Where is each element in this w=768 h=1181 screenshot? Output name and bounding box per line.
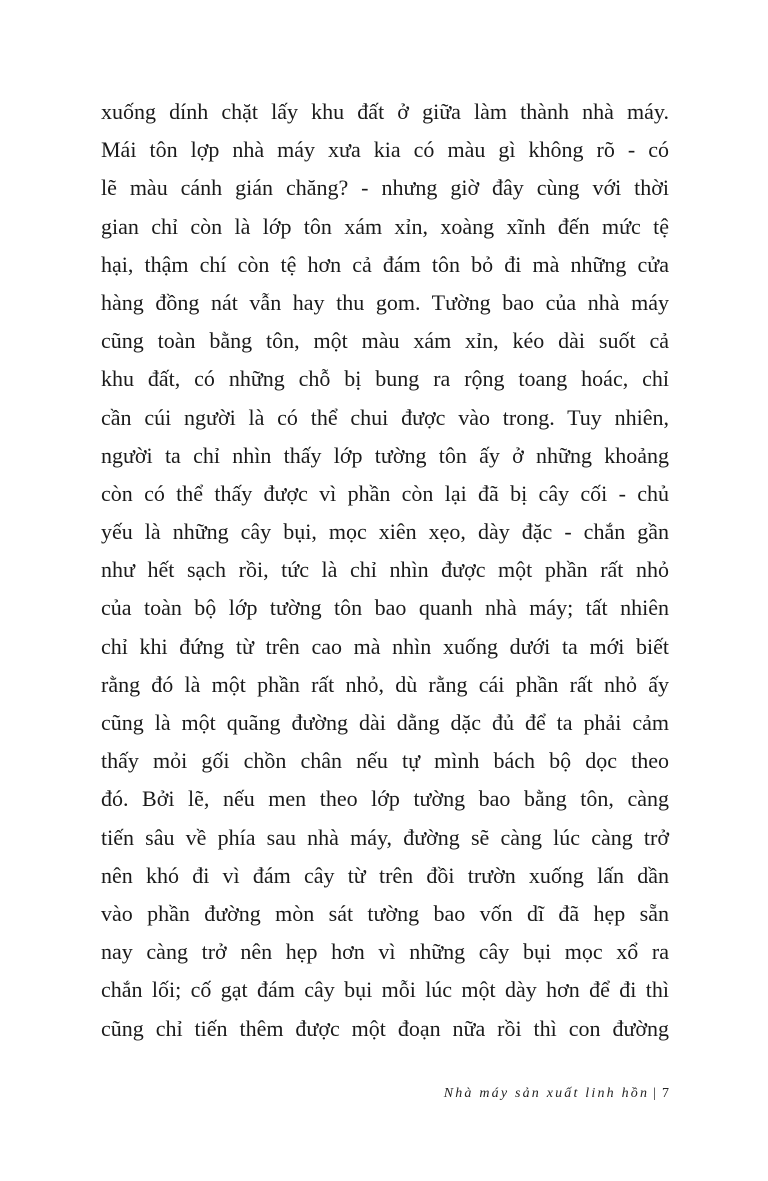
text-line: gian chỉ còn là lớp tôn xám xỉn, xoàng xĩnh đến mức tệ [101, 213, 669, 239]
text-line: cũng toàn bằng tôn, một màu xám xỉn, kéo dài suốt cả [101, 328, 669, 354]
text-line: vào phần đường mòn sát tường bao vốn dĩ đã hẹp sẵn [101, 900, 669, 926]
text-line: cần cúi người là có thể chui được vào trong. Tuy nhiên, [101, 404, 669, 430]
text-line: cũng chỉ tiến thêm được một đoạn nữa rồi thì con đường [101, 1015, 669, 1041]
text-line: hại, thậm chí còn tệ hơn cả đám tôn bỏ đi mà những cửa [101, 251, 669, 277]
text-line: lẽ màu cánh gián chăng? - nhưng giờ đây cùng với thời [101, 175, 669, 201]
text-line: thấy mỏi gối chồn chân nếu tự mình bách bộ dọc theo [101, 748, 669, 774]
text-line: chắn lối; cố gạt đám cây bụi mỗi lúc một dày hơn để đi thì [101, 977, 669, 1003]
text-line: yếu là những cây bụi, mọc xiên xẹo, dày đặc - chắn gần [101, 519, 669, 545]
text-line: người ta chỉ nhìn thấy lớp tường tôn ấy ở những khoảng [101, 442, 669, 468]
text-line: tiến sâu về phía sau nhà máy, đường sẽ càng lúc càng trở [101, 824, 669, 850]
text-line: chỉ khi đứng từ trên cao mà nhìn xuống dưới ta mới biết [101, 633, 669, 659]
text-line: của toàn bộ lớp tường tôn bao quanh nhà máy; tất nhiên [101, 595, 669, 621]
text-line: còn có thể thấy được vì phần còn lại đã bị cây cối - chủ [101, 480, 669, 506]
text-line: cũng là một quãng đường dài dằng dặc đủ để ta phải cảm [101, 710, 669, 735]
text-line: rằng đó là một phần rất nhỏ, dù rằng cái phần rất nhỏ ấy [101, 671, 669, 697]
text-line: khu đất, có những chỗ bị bung ra rộng toang hoác, chỉ [101, 366, 669, 392]
text-line: đó. Bởi lẽ, nếu men theo lớp tường bao bằng tôn, càng [101, 786, 669, 812]
text-line: như hết sạch rồi, tức là chỉ nhìn được một phần rất nhỏ [101, 557, 669, 583]
text-line: nay càng trở nên hẹp hơn vì những cây bụi mọc xổ ra [101, 939, 669, 965]
text-line: hàng đồng nát vẫn hay thu gom. Tường bao của nhà máy [101, 289, 669, 315]
running-footer [444, 1084, 669, 1104]
text-line: xuống dính chặt lấy khu đất ở giữa làm thành nhà máy. [101, 99, 669, 124]
text-line: nên khó đi vì đám cây từ trên đồi trườn xuống lấn dần [101, 862, 669, 888]
body-paragraph [101, 93, 669, 1048]
text-line: Mái tôn lợp nhà máy xưa kia có màu gì không rõ - có [101, 137, 669, 163]
page-number: 7 [662, 1086, 669, 1101]
footer-separator: | [653, 1086, 656, 1101]
book-title: Nhà máy sản xuất linh hồn [443, 1086, 650, 1101]
